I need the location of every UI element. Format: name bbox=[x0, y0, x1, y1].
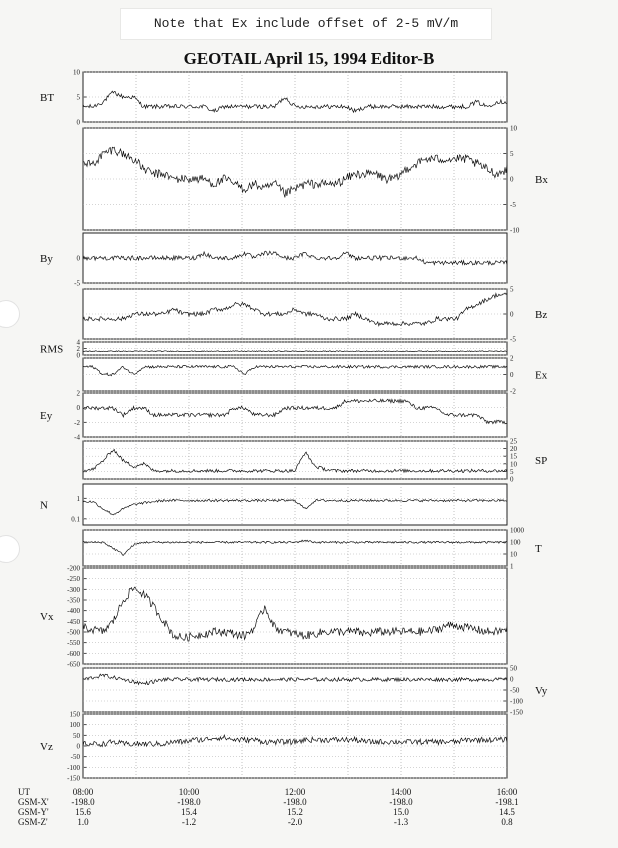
tick-label: 100 bbox=[510, 538, 521, 547]
tick-label: -350 bbox=[67, 596, 80, 605]
panel-t bbox=[83, 527, 542, 571]
panel-vz bbox=[40, 711, 507, 783]
tick-label: 20 bbox=[510, 445, 517, 454]
x-row-value: 1.0 bbox=[77, 817, 89, 827]
tick-label: 0 bbox=[76, 351, 80, 360]
tick-label: 1000 bbox=[510, 526, 524, 535]
tick-label: -600 bbox=[67, 649, 80, 658]
tick-label: -250 bbox=[67, 575, 80, 584]
tick-label: -10 bbox=[510, 226, 520, 235]
tick-label: -5 bbox=[510, 335, 516, 344]
tick-label: 0 bbox=[510, 675, 514, 684]
x-row-value: -1.3 bbox=[393, 817, 409, 827]
tick-label: 50 bbox=[510, 664, 517, 673]
panel-label-sp: SP bbox=[535, 455, 548, 467]
tick-label: -400 bbox=[67, 607, 80, 616]
panel-vy bbox=[83, 665, 548, 717]
tick-label: -4 bbox=[74, 433, 80, 442]
x-row-value: 15.2 bbox=[287, 807, 303, 817]
tick-label: 4 bbox=[76, 338, 80, 347]
offset-note: Note that Ex include offset of 2-5 mV/m bbox=[120, 8, 492, 40]
tick-label: 2 bbox=[76, 345, 80, 353]
panel-label-ex: Ex bbox=[535, 369, 548, 382]
panel-label-n: N bbox=[40, 499, 48, 512]
x-row-value: -198.0 bbox=[177, 797, 201, 807]
panel-label-bt: BT bbox=[40, 92, 55, 104]
panel-label-by: By bbox=[40, 253, 53, 265]
tick-label: 0 bbox=[76, 742, 80, 751]
tick-label: -2 bbox=[74, 418, 80, 427]
tick-label: -550 bbox=[67, 639, 80, 648]
tick-label: -150 bbox=[510, 708, 523, 717]
x-row-value: -1.2 bbox=[181, 817, 197, 827]
tick-label: 10 bbox=[73, 68, 80, 77]
tick-label: -50 bbox=[70, 753, 80, 762]
tick-label: 10 bbox=[510, 124, 517, 133]
x-row-value: 14:00 bbox=[390, 787, 412, 797]
x-row-value: -198.0 bbox=[71, 797, 95, 807]
tick-label: 1 bbox=[510, 562, 514, 571]
tick-label: 0 bbox=[510, 175, 514, 184]
x-row-label: GSM-X' bbox=[18, 797, 49, 807]
panel-label-t: T bbox=[535, 543, 542, 555]
tick-label: 100 bbox=[69, 721, 80, 730]
tick-label: -500 bbox=[67, 628, 80, 637]
panel-label-rms: RMS bbox=[40, 343, 64, 356]
panel-bx bbox=[83, 125, 548, 235]
tick-label: 10 bbox=[510, 460, 517, 469]
tick-label: 0 bbox=[510, 310, 514, 319]
x-row-value: 08:00 bbox=[72, 787, 94, 797]
tick-label: -5 bbox=[74, 279, 80, 288]
tick-label: -150 bbox=[67, 774, 80, 783]
x-row-value: 0.8 bbox=[501, 817, 513, 827]
x-row-value: -198.0 bbox=[389, 797, 413, 807]
panel-rms bbox=[40, 339, 507, 360]
tick-label: 25 bbox=[510, 437, 517, 446]
x-axis-table bbox=[18, 787, 519, 827]
x-row-value: 12:00 bbox=[284, 787, 306, 797]
tick-label: 0 bbox=[76, 404, 80, 413]
tick-label: -100 bbox=[67, 763, 80, 772]
x-row-value: 10:00 bbox=[178, 787, 200, 797]
x-row-value: 14.5 bbox=[499, 807, 515, 817]
panel-bt bbox=[40, 69, 507, 127]
panel-label-bz: Bz bbox=[535, 309, 548, 321]
tick-label: 5 bbox=[510, 467, 514, 476]
tick-label: -200 bbox=[67, 564, 80, 573]
panel-label-vy: Vy bbox=[535, 685, 548, 697]
x-row-value: -198.0 bbox=[283, 797, 307, 807]
tick-label: 2 bbox=[76, 389, 80, 398]
x-row-value: -198.1 bbox=[495, 797, 519, 807]
tick-label: 0 bbox=[510, 371, 514, 379]
tick-label: 0 bbox=[510, 475, 514, 484]
panel-label-vz: Vz bbox=[40, 741, 53, 753]
x-row-label: GSM-Y' bbox=[18, 807, 49, 817]
x-row-value: 15.4 bbox=[181, 807, 197, 817]
tick-label: -650 bbox=[67, 660, 80, 669]
panel-label-bx: Bx bbox=[535, 174, 548, 186]
x-row-label: UT bbox=[18, 787, 30, 797]
panel-label-ey: Ey bbox=[40, 410, 53, 422]
x-row-value: 15.0 bbox=[393, 807, 409, 817]
panel-by bbox=[40, 233, 507, 288]
x-row-value: 16:00 bbox=[496, 787, 518, 797]
panel-sp bbox=[83, 438, 547, 484]
panel-ex bbox=[83, 355, 548, 396]
tick-label: -2 bbox=[510, 387, 516, 396]
tick-label: 15 bbox=[510, 452, 517, 461]
tick-label: 1 bbox=[76, 494, 80, 503]
tick-label: 5 bbox=[76, 93, 80, 102]
x-row-value: 15.6 bbox=[75, 807, 91, 817]
tick-label: 150 bbox=[69, 710, 80, 719]
tick-label: 5 bbox=[510, 285, 514, 294]
panel-ey bbox=[40, 390, 507, 442]
tick-label: 10 bbox=[510, 550, 517, 559]
panel-bz bbox=[83, 286, 547, 344]
tick-label: 0.1 bbox=[71, 515, 80, 524]
tick-label: -450 bbox=[67, 617, 80, 626]
tick-label: -5 bbox=[510, 201, 516, 209]
page-title: GEOTAIL April 15, 1994 Editor-B bbox=[183, 49, 435, 68]
panel-label-vx: Vx bbox=[40, 611, 54, 623]
tick-label: 0 bbox=[76, 118, 80, 127]
tick-label: 0 bbox=[76, 254, 80, 263]
tick-label: 5 bbox=[510, 150, 514, 158]
panel-n bbox=[40, 484, 507, 525]
tick-label: 2 bbox=[510, 354, 514, 363]
x-row-value: -2.0 bbox=[287, 817, 303, 827]
tick-label: 50 bbox=[73, 731, 80, 740]
x-row-label: GSM-Z' bbox=[18, 817, 48, 827]
tick-label: -100 bbox=[510, 697, 523, 706]
tick-label: -300 bbox=[67, 585, 80, 594]
tick-label: -50 bbox=[510, 686, 520, 695]
panel-vx bbox=[40, 565, 507, 669]
